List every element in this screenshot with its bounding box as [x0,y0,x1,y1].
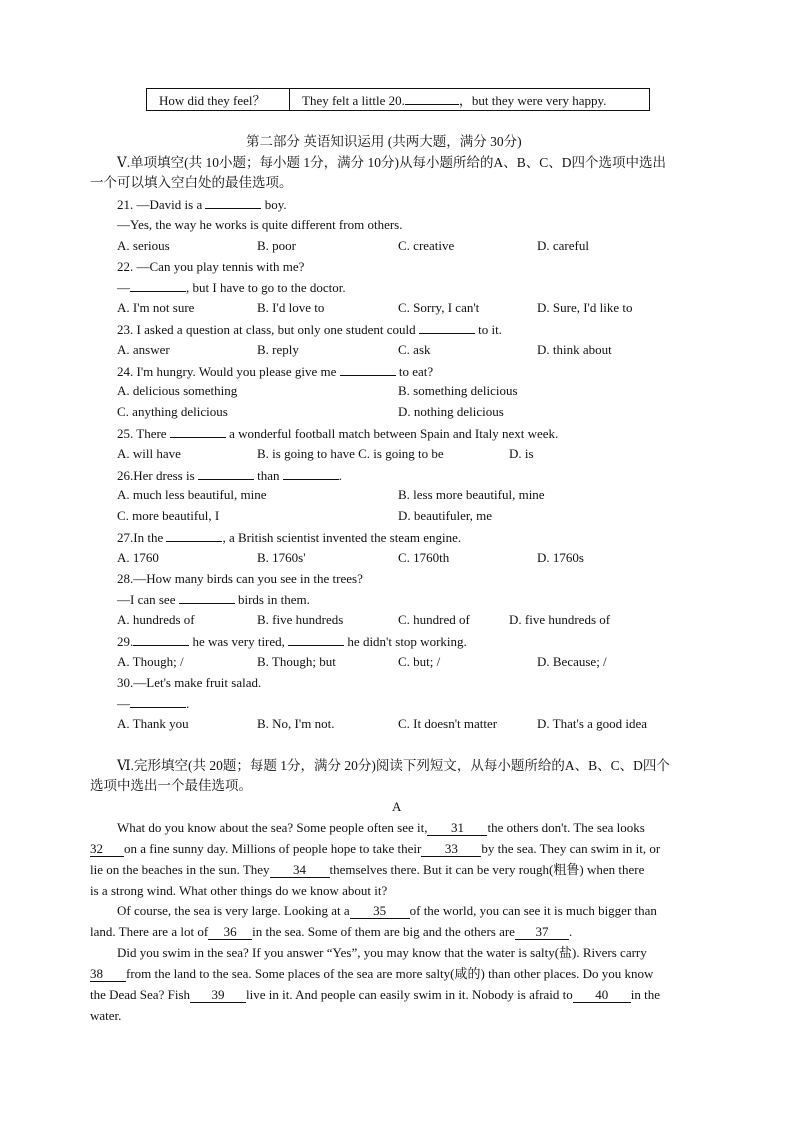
question-text: to eat? [398,364,434,379]
question-text: he didn't stop working. [347,634,467,649]
question-text: 27.In the [117,530,164,545]
question-text: boy. [264,197,287,212]
option-c: C. but; / [398,654,441,669]
blank [288,633,344,646]
dash: — [117,280,130,295]
question-text: —I can see [117,592,176,607]
option-a: A. much less beautiful, mine [117,487,267,502]
table-row [147,89,650,111]
blank [130,695,186,708]
question-text: to it. [478,322,502,337]
answer-prefix: They felt a little 20. [302,93,405,108]
passage-text: of the world, you can see it is much bigger than [409,903,657,918]
question-text: a wonderful football match between Spain and Italy next week. [229,426,559,441]
question-21 [117,196,287,213]
option-a: A. Thank you [117,716,189,731]
option-d: D. 1760s [537,550,584,565]
passage-line [117,903,657,919]
question-25 [117,425,558,442]
answer-suffix: ，but they were very happy. [458,93,607,108]
option-a: A. will have [117,446,181,461]
question-28: 28.—How many birds can you see in the trees? [117,571,363,586]
option-d: D. is [509,446,534,461]
blank [133,633,189,646]
question-text: 29. [117,634,134,649]
blank-36: 36 [208,925,252,940]
question-text: 23. I asked a question at class, but only one student could [117,322,416,337]
option-c: C. creative [398,238,455,253]
period: . [568,924,573,939]
question-text: , a British scientist invented the steam engine. [222,530,462,545]
blank [166,529,222,542]
option-c: C. more beautiful, I [117,508,220,523]
passage-text: in the sea. Some of them are big and the others are [252,924,515,939]
part2-title: 第二部分 英语知识运用 (共两大题，满分 30分) [246,134,522,149]
option-c: C. 1760th [398,550,450,565]
section5-instruction-line1: Ⅴ.单项填空(共 10小题；每小题 1分，满分 10分)从每小题所给的A、B、C、D四个选项中选出 [117,155,666,170]
question-29 [117,633,467,650]
passage-text: the others don't. The sea looks [487,820,645,835]
option-a: A. I'm not sure [117,300,195,315]
passage-text: in the [630,987,661,1002]
option-b-c: B. is going to have C. is going to be [257,446,444,461]
question-text: 21. —David is a [117,197,203,212]
blank [283,467,339,480]
option-a: A. serious [117,238,170,253]
table-cell-question: How did they feel？ [147,89,290,111]
question-30-reply [117,695,189,712]
option-a: A. delicious something [117,383,238,398]
option-b: B. 1760s' [257,550,306,565]
blank [170,425,226,438]
option-b: B. Though; but [257,654,336,669]
table-cell-answer [290,89,650,111]
option-b: B. I'd love to [257,300,325,315]
question-22-reply [117,279,346,296]
question-text: 24. I'm hungry. Would you please give me [117,364,337,379]
option-a: A. 1760 [117,550,159,565]
question-text: birds in them. [237,592,310,607]
question-24 [117,363,433,380]
blank-35: 35 [350,904,410,919]
passage-line: Did you swim in the sea? If you answer “Yes”, you may know that the water is salty(盐). Rivers carry [117,945,647,960]
passage-line: is a strong wind. What other things do we know about it? [90,883,388,898]
option-d: D. think about [537,342,612,357]
blank [130,279,186,292]
option-d: D. Because; / [537,654,607,669]
option-a: A. hundreds of [117,612,195,627]
option-b: B. No, I'm not. [257,716,335,731]
option-c: C. anything delicious [117,404,228,419]
passage-text: the Dead Sea? Fish [90,987,191,1002]
question-26 [117,467,342,484]
option-d: D. five hundreds of [509,612,611,627]
question-text: 26.Her dress is [117,468,195,483]
question-text: he was very tired, [192,634,285,649]
blank-20 [405,92,459,105]
question-27 [117,529,461,546]
passage-text: on a fine sunny day. Millions of people hope to take their [124,841,422,856]
option-d: D. beautifuler, me [398,508,493,523]
option-b: B. five hundreds [257,612,344,627]
blank [340,363,396,376]
question-23 [117,321,502,338]
passage-text: live in it. And people can easily swim in it. Nobody is afraid to [246,987,573,1002]
blank-32: 32 [90,842,124,857]
option-b: B. poor [257,238,296,253]
passage-text: land. There are a lot of [90,924,209,939]
question-28-reply [117,591,310,608]
passage-heading: A [392,799,402,814]
blank-38: 38 [90,967,126,982]
passage-line [90,924,572,940]
question-21-reply: —Yes, the way he works is quite different from others. [117,217,403,232]
option-c: C. ask [398,342,431,357]
option-a: A. answer [117,342,170,357]
passage-line [90,862,644,878]
passage-line [90,966,653,982]
blank-40: 40 [573,988,631,1003]
passage-line [90,841,660,857]
blank-37: 37 [515,925,569,940]
passage-text: from the land to the sea. Some places of the sea are more salty(咸的) than other places. Do you know [126,966,654,981]
blank [198,467,254,480]
question-22: 22. —Can you play tennis with me? [117,259,305,274]
option-d: D. careful [537,238,589,253]
blank-34: 34 [270,863,330,878]
option-c: C. Sorry, I can't [398,300,480,315]
question-30: 30.—Let's make fruit salad. [117,675,262,690]
period: . [186,696,190,711]
answer-table [146,88,650,111]
section6-instruction-line2: 选项中选出一个最佳选项。 [90,778,252,793]
option-d: D. Sure, I'd like to [537,300,633,315]
passage-line [117,820,645,836]
blank-33: 33 [421,842,481,857]
blank [419,321,475,334]
passage-line [90,987,660,1003]
period: . [338,468,343,483]
question-text: , but I have to go to the doctor. [186,280,346,295]
passage-line: water. [90,1008,122,1023]
section5-instruction-line2: 一个可以填入空白处的最佳选项。 [90,175,293,190]
passage-text: Of course, the sea is very large. Looking at a [117,903,350,918]
passage-text: themselves there. But it can be very rough(粗鲁) when there [329,862,645,877]
dash: — [117,696,130,711]
blank [205,196,261,209]
option-d: D. That's a good idea [537,716,648,731]
option-b: B. something delicious [398,383,518,398]
question-text: than [257,468,280,483]
blank-31: 31 [427,821,487,836]
question-text: 25. There [117,426,167,441]
option-b: B. reply [257,342,299,357]
passage-text: What do you know about the sea? Some people often see it, [117,820,428,835]
passage-text: lie on the beaches in the sun. They [90,862,270,877]
passage-text: by the sea. They can swim in it, or [481,841,661,856]
option-a: A. Though; / [117,654,184,669]
option-d: D. nothing delicious [398,404,504,419]
option-c: C. hundred of [398,612,470,627]
option-b: B. less more beautiful, mine [398,487,545,502]
section6-instruction-line1: Ⅵ.完形填空(共 20题；每题 1分，满分 20分)阅读下列短文，从每小题所给的A、B、C、D四个 [117,758,670,773]
blank-39: 39 [190,988,246,1003]
option-c: C. It doesn't matter [398,716,498,731]
blank [179,591,235,604]
